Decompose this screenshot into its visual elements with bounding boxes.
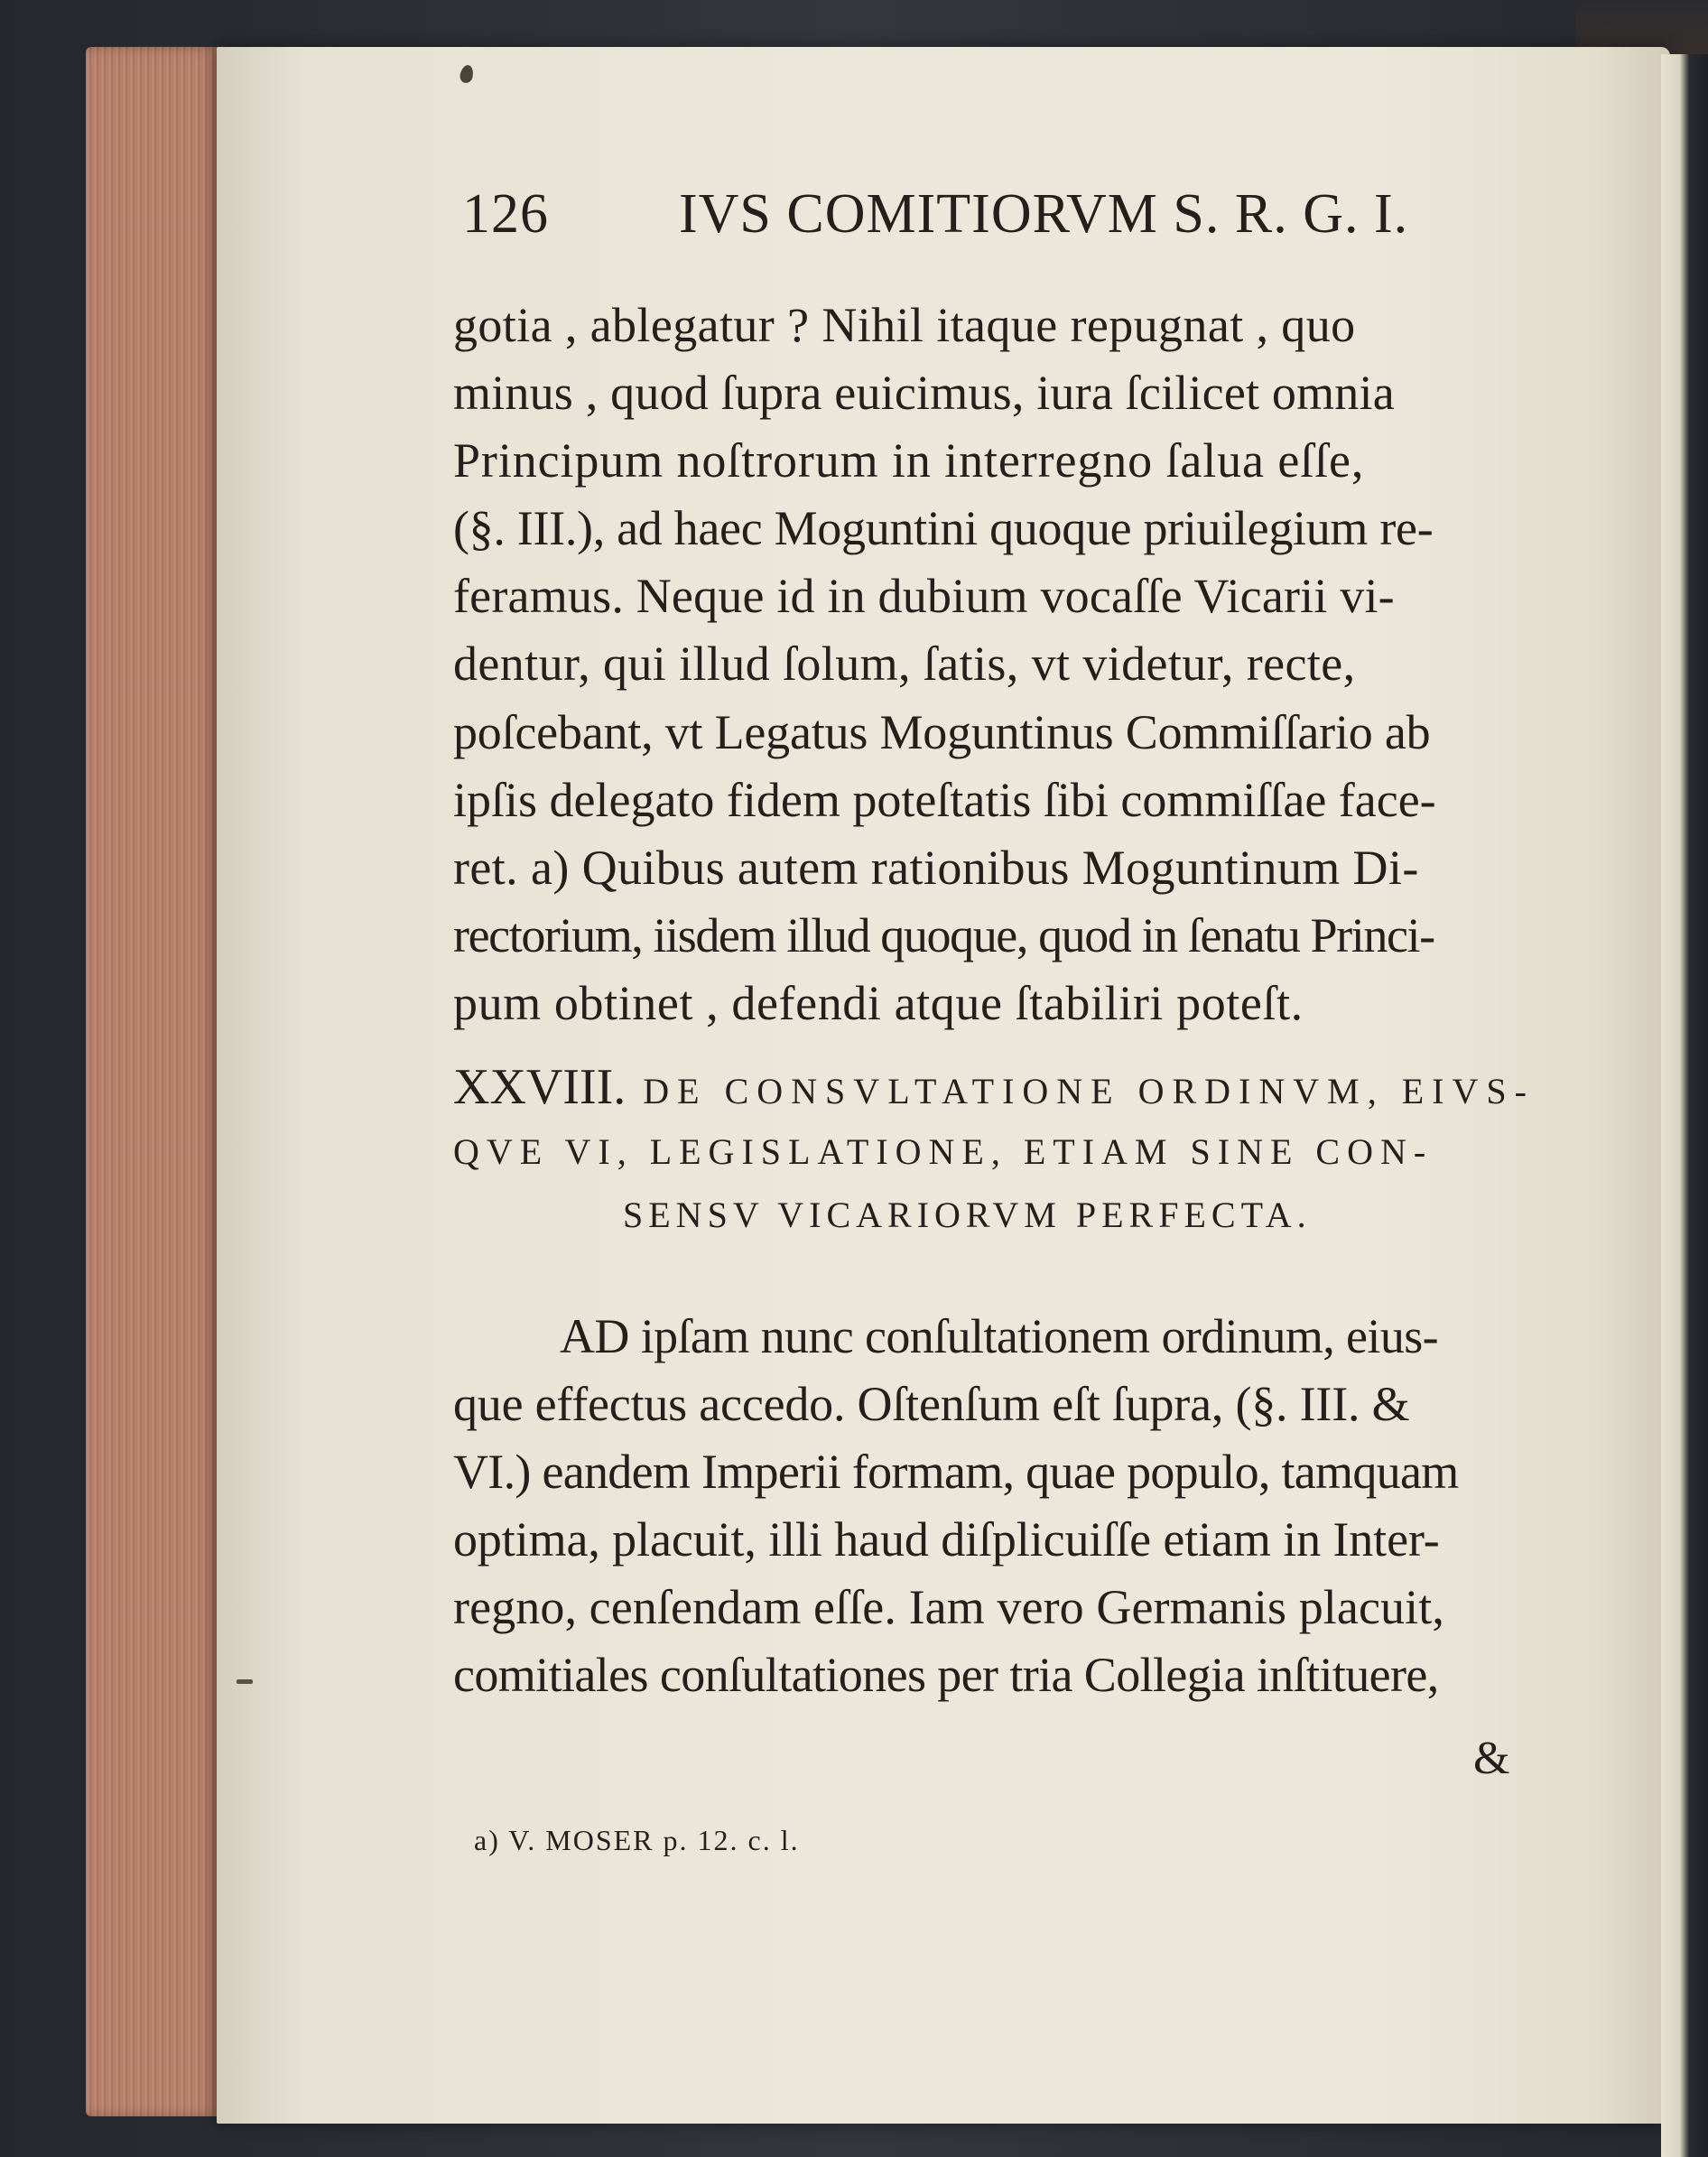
section-number: XXVIII. xyxy=(453,1059,627,1115)
text-line: optima, placuit, illi haud diſplicuiſſe etiam in Inter- xyxy=(453,1512,1440,1567)
running-head xyxy=(462,182,1409,256)
page-number: 126 xyxy=(462,183,549,245)
text-line: (§. III.), ad haec Moguntini quoque priuilegium re- xyxy=(453,501,1434,555)
text-line: comitiales conſultationes per tria Collegia inſtituere, xyxy=(453,1648,1439,1702)
book-cover-right xyxy=(1661,54,1708,2157)
section-heading-line-1 xyxy=(453,1058,1535,1116)
text-line: rectorium, iisdem illud quoque, quod in ſenatu Princi- xyxy=(453,908,1434,962)
section-title-line-1: DE CONSVLTATIONE ORDINVM, EIVS- xyxy=(643,1071,1535,1111)
text-line: que effectus accedo. Oſtenſum eſt ſupra, (§. III. & xyxy=(453,1377,1410,1431)
text-line: dentur, qui illud ſolum, ſatis, vt videtur, recte, xyxy=(453,637,1356,691)
text-line: AD ipſam nunc conſultationem ordinum, eius- xyxy=(560,1309,1439,1363)
catchword: & xyxy=(1473,1733,1510,1784)
footnote: a) V. MOSER p. 12. c. l. xyxy=(474,1824,800,1856)
text-line: ret. a) Quibus autem rationibus Moguntinum Di- xyxy=(453,841,1419,895)
book-page-edges xyxy=(86,47,221,2116)
text-line: gotia , ablegatur ? Nihil itaque repugnat , quo xyxy=(453,298,1356,352)
section-title-line-3: SENSV VICARIORVM PERFECTA. xyxy=(623,1195,1312,1235)
text-line: minus , quod ſupra euicimus, iura ſcilicet omnia xyxy=(453,366,1395,420)
text-line: VI.) eandem Imperii formam, quae populo, tamquam xyxy=(453,1445,1459,1499)
text-line: pum obtinet , defendi atque ſtabiliri poteſt. xyxy=(453,976,1304,1030)
text-line: poſcebant, vt Legatus Moguntinus Commiſſario ab xyxy=(453,705,1431,759)
running-title: IVS COMITIORVM S. R. G. I. xyxy=(679,183,1409,245)
text-line: ipſis delegato fidem poteſtatis ſibi commiſſae face- xyxy=(453,773,1436,827)
text-line: Principum noſtrorum in interregno ſalua eſſe, xyxy=(453,433,1365,488)
text-line: regno, cenſendam eſſe. Iam vero Germanis placuit, xyxy=(453,1580,1444,1634)
margin-mark xyxy=(237,1679,253,1684)
section-title-line-2: QVE VI, LEGISLATIONE, ETIAM SINE CON- xyxy=(453,1131,1434,1172)
text-line: feramus. Neque id in dubium vocaſſe Vicarii vi- xyxy=(453,569,1395,623)
